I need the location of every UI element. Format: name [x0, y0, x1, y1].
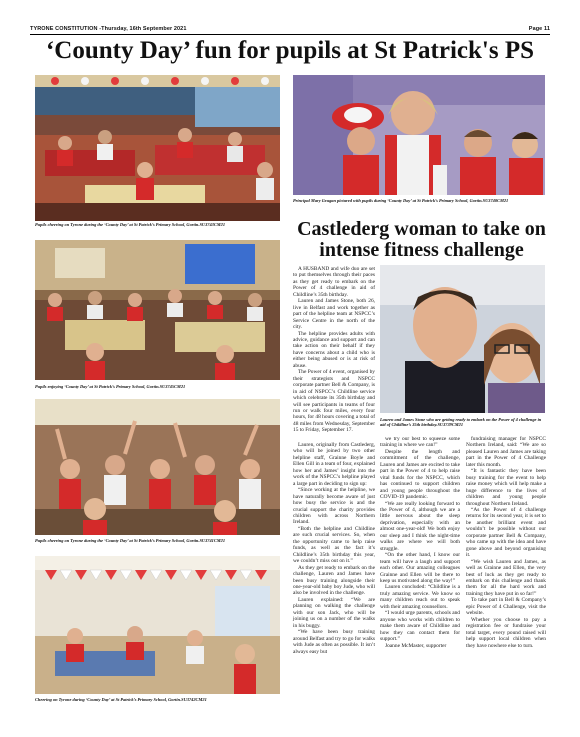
page-number: Page 11: [528, 26, 550, 32]
article-paragraph: Lauren concluded: “Childline is a truly amazing service. We know so many children reach out to speak with their amazing counsellors.: [380, 584, 460, 610]
article-paragraph: A HUSBAND and wife duo are set to put themselves through their paces as they get ready to embark on the Power of 4 challenge in aid of Childline’s 35th birthday.: [293, 266, 375, 298]
principal-with-pupils-photo: [293, 75, 545, 195]
article-paragraph: “As the Power of 4 challenge returns for its second year, it is set to be another brilliant event and wouldn’t be possible without our corporate partner Bell & Company, who came up with the idea and have gone above and beyond organising it.: [466, 506, 546, 559]
photo-caption-4: Pupils cheering on Tyrone during the ‘County Day’ at St Patrick’s Primary School, Gortin.SU3741CM21: [35, 538, 226, 543]
lauren-and-james-photo: [380, 265, 545, 413]
photo-caption-1: Pupils cheering on Tyrone during the ‘County Day’ at St Patrick’s Primary School, Gortin.SU3743CM21: [35, 222, 226, 227]
photo-caption-5: Cheering on Tyrone during ‘County Day’ at St Patrick’s Primary School, Gortin.SU3742CM21: [35, 697, 207, 702]
article-paragraph: “We have been busy training around Belfast and try to go for walks with Jude as often as possible. It isn’t always easy but: [293, 629, 375, 655]
newspaper-header-left: TYRONE CONSTITUTION -Thursday, 16th September 2021: [30, 26, 187, 32]
article-paragraph: “We wish Lauren and James, as well as Grainne and Ellen, the very best of luck as they get ready to embark on this challenge and thank them for all the hard work and training they have put in so far!”: [466, 558, 546, 597]
article-paragraph: Lauren explained: “We are planning on walking the challenge with our son Jack, who will be joining us on a number of the walks in his buggy.: [293, 596, 375, 629]
cheering-classroom-photo: [35, 556, 280, 694]
article-paragraph: fundraising manager for NSPCC Northern Ireland, said: “We are so pleased Lauren and James are taking part in the Power of 4 Challenge later this month.: [466, 436, 546, 468]
article-paragraph: Whether you choose to pay a registration fee or fundraise your total target, every pound raised will help support local children when they have nowhere else to turn.: [466, 616, 546, 649]
article-paragraph: To take part in Bell & Company’s epic Power of 4 Challenge, visit the website.: [466, 597, 546, 617]
photo-caption-3: Pupils enjoying ‘County Day’ at St Patrick’s Primary School, Gortin.SU3745CM21: [35, 384, 186, 389]
article-paragraph: “We are really looking forward to the Power of 4, although we are a little nervous about the sleep deprivation, especially with an almost one-year-old! We both enjoy our sleep and I think the night-time walks are where we will both struggle.: [380, 500, 460, 552]
classroom-cheering-photo: [35, 75, 280, 221]
article-column-3: [380, 436, 460, 728]
photo-caption-2: Principal Mary Grugan pictured with pupils during ‘County Day’ at St Patrick’s Primary School, Gortin.SU3740CM21: [293, 198, 509, 203]
pupils-enjoying-photo: [35, 240, 280, 380]
cheering-hands-up-photo: [35, 399, 280, 535]
article-paragraph: Lauren and James Stone, both 26, live in Belfast and work together as part of the helpline team at NSPCC’s Service Centre in the north of the city.: [293, 298, 375, 331]
article-column-2: [293, 442, 375, 728]
article-paragraph: Lauren, originally from Castlederg, who will be joined by two other helpline staff, Grainne Boyle and Ellen Gill in a team of four, explained how her and James’ insight into the work of the NSPCC’s helpline played a large part in deciding to sign up:: [293, 442, 375, 487]
article-column-1: [293, 266, 375, 442]
article-paragraph: The Power of 4 event, organised by their strategists and NSPCC corporate partner Bell & Company, is in aid of NSPCC’s Childline service which celebrate its 35th birthday and will see participants in teams of four run or walk four miles, every four hours, for 48 hours covering a total of 48 miles from Wednesday, September 15 to Friday, September 17.: [293, 369, 375, 434]
page-headline: ‘County Day’ fun for pupils at St Patrick's PS: [45, 37, 534, 64]
article-paragraph: we try our best to squeeze some training in where we can!”: [380, 436, 460, 449]
photo-caption-6: Lauren and James Stone who are getting ready to embark on the Power of 4 challenge in aid of Childline’s 35th birthday.SU3739CM21: [380, 417, 542, 428]
article-paragraph: As they get ready to embark on the challenge, Lauren and James have been busy training alongside their one-year-old baby boy Jude, who will also be involved in the challenge.: [293, 564, 375, 597]
article-paragraph: Joanne McMaster, supporter: [385, 642, 447, 649]
article-paragraph: “It is fantastic they have been busy training for the event to help raise money which will help make a huge difference to the lives of children and young people throughout Northern Ireland.: [466, 468, 546, 507]
article-headline: Castlederg woman to take on intense fitness challenge: [297, 218, 546, 261]
header-rule: [30, 34, 550, 35]
article-paragraph: “On the other hand, I know our team will have a laugh and support each other. Our amazing colleagues Grainne and Ellen will be there to keep us motivated along the way!”: [380, 552, 460, 584]
article-paragraph: “Both the helpline and Childline are such crucial services. So, when the opportunity came to help raise funds, as well as the fact it’s Childline’s 35th birthday this year, we couldn’t miss out on it.”: [293, 525, 375, 565]
article-paragraph: The helpline provides adults with advice, guidance and support and can take action on their behalf if they have concerns about a child who is either being abused or is at risk of abuse.: [293, 330, 375, 369]
article-paragraph: “Since working at the helpline, we have naturally become aware of just how busy the service is and the crucial support the charity provides children with across Northern Ireland.: [293, 487, 375, 526]
article-column-4: [466, 436, 546, 728]
article-paragraph: Despite the length and commitment of the challenge, Lauren and James are excited to take part in the Power of 4 to help raise vital funds for the NSPCC, which has continued to support children and young people throughout the COVID-19 pandemic.: [380, 448, 460, 501]
article-paragraph: “I would urge parents, schools and anyone who works with children to make them aware of Childline and how they can contact them for support.”: [380, 610, 460, 643]
